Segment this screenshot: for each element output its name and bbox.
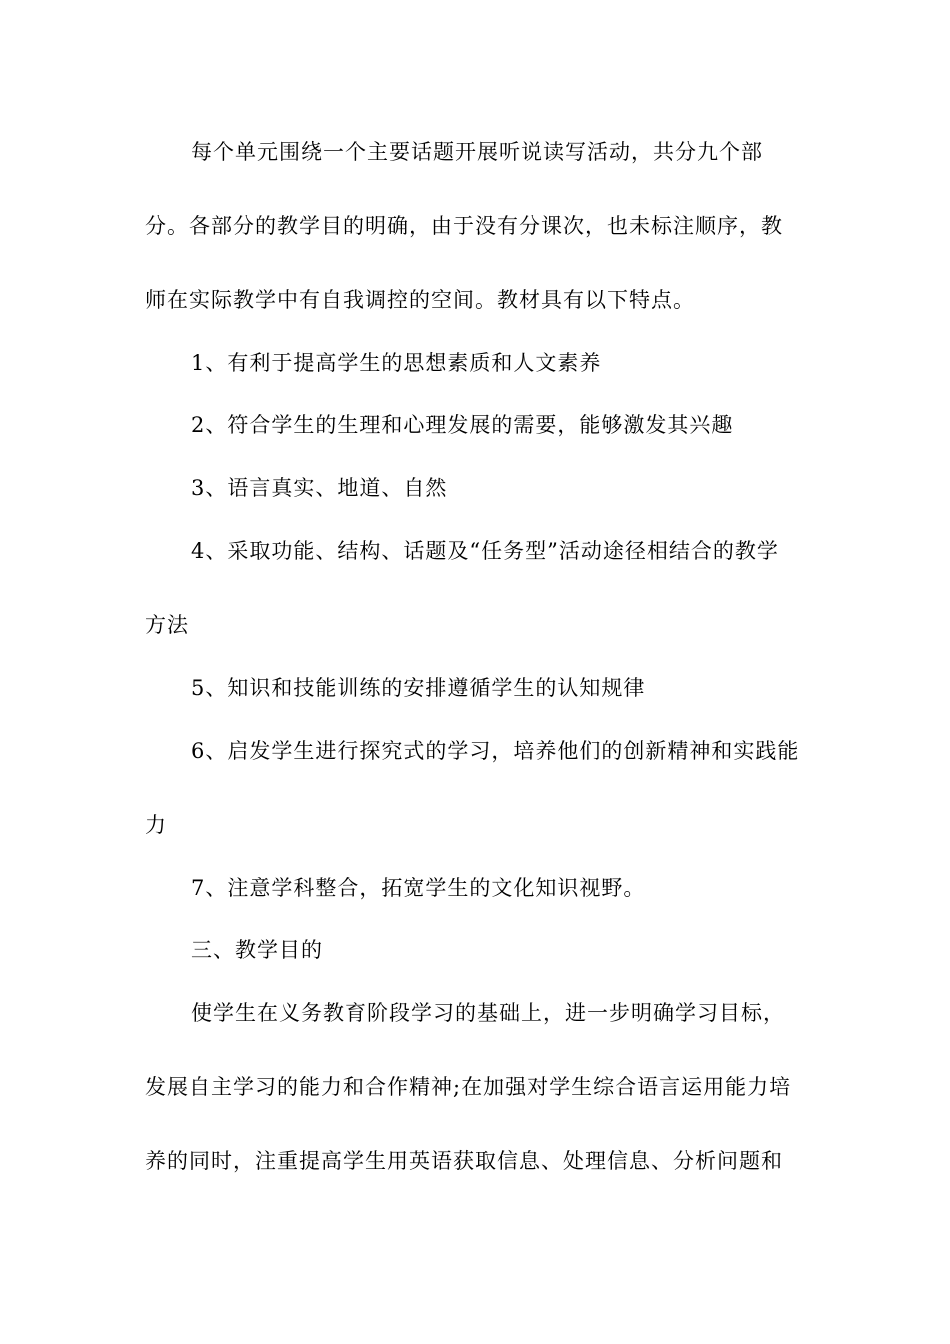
paragraph-line: 分。各部分的教学目的明确，由于没有分课次，也未标注顺序，教 xyxy=(145,214,783,238)
paragraph-line: 每个单元围绕一个主要话题开展听说读写活动，共分九个部 xyxy=(191,140,763,164)
list-item-4-continued: 方法 xyxy=(145,613,189,637)
list-item-6-continued: 力 xyxy=(145,813,167,837)
list-item-3: 3、语言真实、地道、自然 xyxy=(191,476,448,500)
section-heading: 三、教学目的 xyxy=(191,938,323,962)
paragraph-line: 使学生在义务教育阶段学习的基础上，进一步明确学习目标， xyxy=(191,1001,785,1025)
list-item-4: 4、采取功能、结构、话题及“任务型”活动途径相结合的教学 xyxy=(191,539,779,563)
paragraph-line: 发展自主学习的能力和合作精神;在加强对学生综合语言运用能力培 xyxy=(145,1075,792,1099)
paragraph-line: 养的同时，注重提高学生用英语获取信息、处理信息、分析问题和 xyxy=(145,1149,783,1173)
list-item-2: 2、符合学生的生理和心理发展的需要，能够激发其兴趣 xyxy=(191,413,734,437)
list-item-6: 6、启发学生进行探究式的学习，培养他们的创新精神和实践能 xyxy=(191,739,800,763)
paragraph-line: 师在实际教学中有自我调控的空间。教材具有以下特点。 xyxy=(145,288,695,312)
list-item-7: 7、注意学科整合，拓宽学生的文化知识视野。 xyxy=(191,876,646,900)
list-item-5: 5、知识和技能训练的安排遵循学生的认知规律 xyxy=(191,676,646,700)
list-item-1: 1、有利于提高学生的思想素质和人文素养 xyxy=(191,351,602,375)
